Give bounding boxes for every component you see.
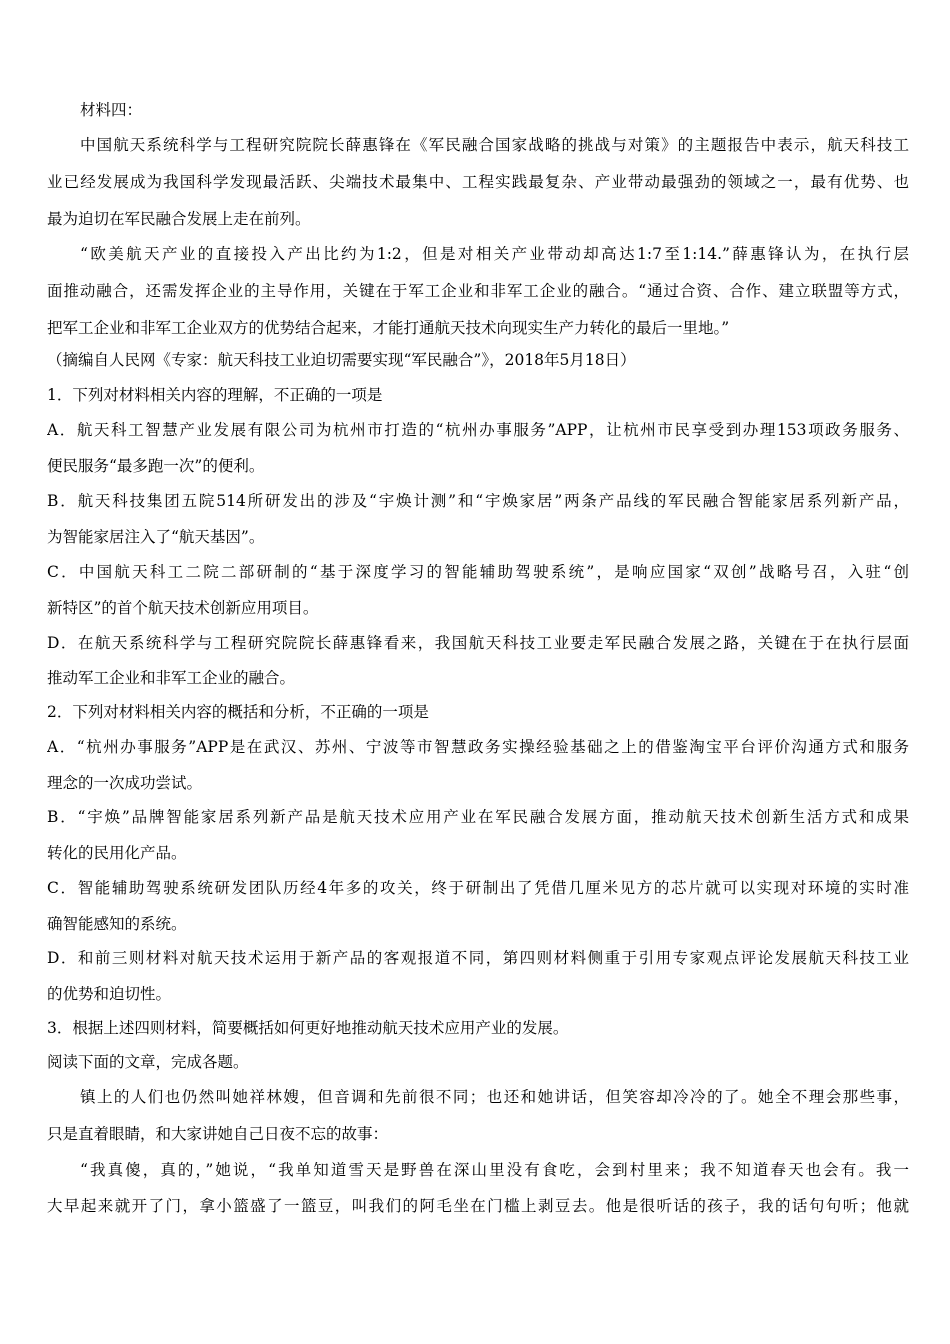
q2-option-d-line1: D．和前三则材料对航天技术运用于新产品的客观报道不同，第四则材料侧重于引用专家观点评论发展航天科技工业	[47, 949, 909, 967]
q1-option-c-line1: C．中国航天科工二院二部研制的“基于深度学习的智能辅助驾驶系统”，是响应国家“双创”战略号召，入驻“创	[47, 563, 909, 581]
q2-option-c-line1: C．智能辅助驾驶系统研发团队历经4年多的攻关，终于研制出了凭借几厘米见方的芯片就可以实现对环境的实时准	[47, 879, 909, 897]
q1-stem: 1．下列对材料相关内容的理解，不正确的一项是	[47, 386, 383, 404]
q2-option-a-line2: 理念的一次成功尝试。	[47, 774, 203, 792]
material4-p2-line2: 面推动融合，还需发挥企业的主导作用，关键在于军工企业和非军工企业的融合。“通过合资、合作、建立联盟等方式，	[47, 282, 909, 300]
q1-option-a-line2: 便民服务“最多跑一次”的便利。	[47, 457, 265, 475]
q2-option-b-line2: 转化的民用化产品。	[47, 844, 187, 862]
q1-option-a-line1: A．航天科工智慧产业发展有限公司为杭州市打造的“杭州办事服务”APP，让杭州市民享受到办理153项政务服务、	[47, 421, 909, 439]
reading-p2-line1: “我真傻，真的，”她说，“我单知道雪天是野兽在深山里没有食吃，会到村里来；我不知道春天也会有。我一	[80, 1161, 909, 1179]
reading-p1-line1: 镇上的人们也仍然叫她祥林嫂，但音调和先前很不同；也还和她讲话，但笑容却冷冷的了。她全不理会那些事，	[80, 1088, 909, 1106]
material4-p1-line3: 最为迫切在军民融合发展上走在前列。	[47, 210, 311, 228]
q2-option-d-line2: 的优势和迫切性。	[47, 985, 172, 1003]
reading-intro: 阅读下面的文章，完成各题。	[47, 1053, 249, 1071]
reading-p2-line2: 大早起来就开了门，拿小篮盛了一篮豆，叫我们的阿毛坐在门槛上剥豆去。他是很听话的孩子，我的话句句听；他就	[47, 1197, 909, 1215]
material-heading: 材料四：	[80, 101, 143, 119]
q1-option-d-line1: D．在航天系统科学与工程研究院院长薛惠锋看来，我国航天科技工业要走军民融合发展之路，关键在于在执行层面	[47, 634, 909, 652]
material4-source: （摘编自人民网《专家：航天科技工业迫切需要实现“军民融合”》，2018年5月18日）	[47, 351, 636, 369]
q2-option-c-line2: 确智能感知的系统。	[47, 915, 187, 933]
q3-stem: 3．根据上述四则材料，简要概括如何更好地推动航天技术应用产业的发展。	[47, 1019, 569, 1037]
q1-option-b-line2: 为智能家居注入了“航天基因”。	[47, 528, 265, 546]
q2-option-a-line1: A．“杭州办事服务”APP是在武汉、苏州、宁波等市智慧政务实操经验基础之上的借鉴淘宝平台评价沟通方式和服务	[47, 738, 909, 756]
q1-option-d-line2: 推动军工企业和非军工企业的融合。	[47, 669, 296, 687]
material4-p2-line3: 把军工企业和非军工企业双方的优势结合起来，才能打通航天技术向现实生产力转化的最后一里地。”	[47, 319, 730, 337]
material4-p2-line1: “欧美航天产业的直接投入产出比约为1:2，但是对相关产业带动却高达1:7至1:14.”薛惠锋认为，在执行层	[80, 245, 909, 263]
material4-p1-line2: 业已经发展成为我国科学发现最活跃、尖端技术最集中、工程实践最复杂、产业带动最强劲的领域之一，最有优势、也	[47, 173, 909, 191]
q1-option-b-line1: B．航天科技集团五院514所研发出的涉及“宇焕计测”和“宇焕家居”两条产品线的军民融合智能家居系列新产品，	[47, 492, 909, 510]
q1-option-c-line2: 新特区”的首个航天技术创新应用项目。	[47, 599, 319, 617]
reading-p1-line2: 只是直着眼睛，和大家讲她自己日夜不忘的故事：	[47, 1125, 389, 1143]
q2-option-b-line1: B．“宇焕”品牌智能家居系列新产品是航天技术应用产业在军民融合发展方面，推动航天技术创新生活方式和成果	[47, 808, 909, 826]
q2-stem: 2．下列对材料相关内容的概括和分析，不正确的一项是	[47, 703, 429, 721]
material4-p1-line1: 中国航天系统科学与工程研究院院长薛惠锋在《军民融合国家战略的挑战与对策》的主题报告中表示，航天科技工	[80, 136, 909, 154]
